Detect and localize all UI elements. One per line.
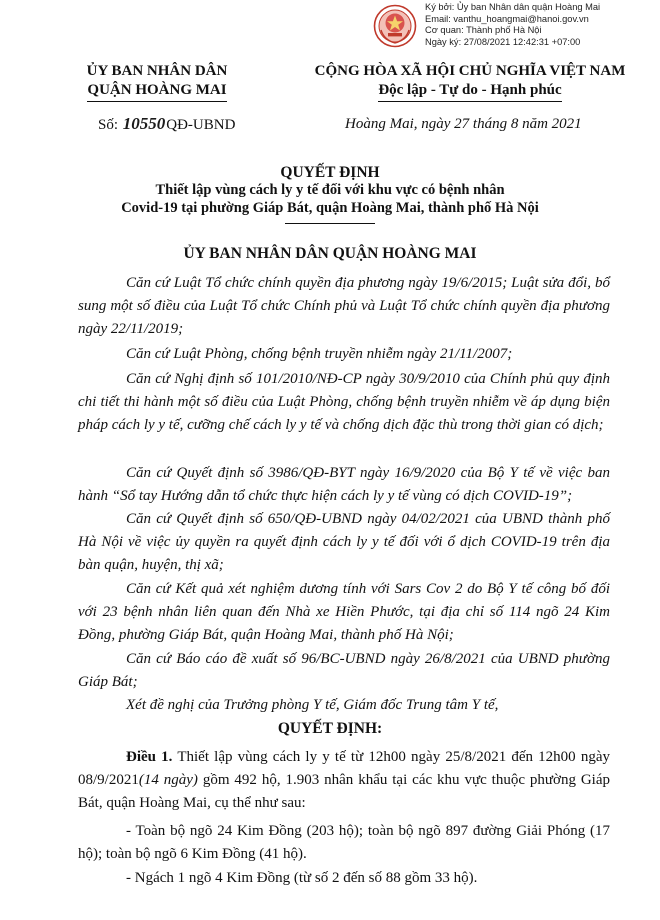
legal-basis-7: Căn cứ Báo cáo đề xuất số 96/BC-UBND ngày 26/8/2021 của UBND phường Giáp Bát; xyxy=(78,651,610,690)
decision-heading: QUYẾT ĐỊNH: xyxy=(277,720,383,737)
number-suffix: QĐ-UBND xyxy=(166,117,236,133)
signature-email: Email: vanthu_hoangmai@hanoi.gov.vn xyxy=(425,13,589,24)
document-number xyxy=(98,114,235,134)
subject-line-2: Covid-19 tại phường Giáp Bát, quận Hoàng Mai, thành phố Hà Nội xyxy=(121,200,539,216)
signature-date: Ngày ký: 27/08/2021 12:42:31 +07:00 xyxy=(425,36,581,47)
digital-signature xyxy=(373,2,653,52)
document-type: QUYẾT ĐỊNH xyxy=(280,164,380,181)
legal-basis-3: Căn cứ Nghị định số 101/2010/NĐ-CP ngày 30/9/2010 của Chính phủ quy định chi tiết thi hành một số điều của Luật Phòng, chống bệnh truyền nhiễm về áp dụng biện pháp cách ly y tế, cưỡng chế cách ly y tế và chống dịch đặc thù trong thời gian có dịch; xyxy=(78,371,610,433)
number-prefix: Số: xyxy=(98,117,119,133)
article-1-text-b: gồm 492 hộ, 1.903 nhân khẩu tại các khu vực thuộc phường Giáp Bát, quận Hoàng Mai, cụ thể như sau: xyxy=(78,772,611,811)
signature-signer: Ký bởi: Ủy ban Nhân dân quận Hoàng Mai xyxy=(425,2,601,12)
proposal: Xét đề nghị của Trưởng phòng Y tế, Giám đốc Trung tâm Y tế, xyxy=(126,697,499,713)
national-motto xyxy=(300,62,640,102)
legal-basis-5: Căn cứ Quyết định số 650/QĐ-UBND ngày 04/02/2021 của UBND thành phố Hà Nội về việc ủy quyền ra quyết định cách ly y tế đối với ổ dịch COVID-19 trên địa bàn quận, huyện, thị xã; xyxy=(78,511,610,573)
issuing-authority xyxy=(62,62,252,102)
article-1-item-2: - Ngách 1 ngõ 4 Kim Đồng (từ số 2 đến số 88 gồm 33 hộ). xyxy=(126,870,478,886)
title-divider xyxy=(285,223,375,224)
authority-heading: ỦY BAN NHÂN DÂN QUẬN HOÀNG MAI xyxy=(183,245,477,262)
motto: Độc lập - Tự do - Hạnh phúc xyxy=(378,81,561,102)
article-1-label: Điều 1. xyxy=(126,749,173,765)
place-and-date: Hoàng Mai, ngày 27 tháng 8 năm 2021 xyxy=(345,116,582,132)
nation-name: CỘNG HÒA XÃ HỘI CHỦ NGHĨA VIỆT NAM xyxy=(314,63,626,79)
article-1 xyxy=(78,746,610,815)
signature-agency: Cơ quan: Thành phố Hà Nội xyxy=(425,25,542,36)
article-1-text-a: Thiết lập vùng cách ly y tế từ 12h00 ngày 25/8/2021 đến 12h00 ngày 08/9/2021 xyxy=(78,749,611,788)
legal-basis-4: Căn cứ Quyết định số 3986/QĐ-BYT ngày 16/9/2020 của Bộ Y tế về việc ban hành “Sổ tay Hướng dẫn tổ chức thực hiện cách ly y tế vùng có dịch COVID-19”; xyxy=(78,465,610,504)
authority-line-1: ỦY BAN NHÂN DÂN xyxy=(86,63,228,79)
authority-line-2: QUẬN HOÀNG MAI xyxy=(87,81,226,102)
subject-line-1: Thiết lập vùng cách ly y tế đối với khu vực có bệnh nhân xyxy=(155,182,505,198)
national-emblem-icon xyxy=(373,4,417,48)
article-1-item-1: - Toàn bộ ngõ 24 Kim Đồng (203 hộ); toàn bộ ngõ 897 đường Giải Phóng (17 hộ); toàn bộ ngõ 6 Kim Đồng (41 hộ). xyxy=(78,823,610,862)
handwritten-number: 10550 xyxy=(122,114,166,133)
article-1-duration: (14 ngày) xyxy=(138,772,198,788)
legal-basis-1: Căn cứ Luật Tổ chức chính quyền địa phương ngày 19/6/2015; Luật sửa đổi, bổ sung một số điều của Luật Tổ chức Chính phủ và Luật Tổ chức chính quyền địa phương ngày 22/11/2019; xyxy=(78,275,610,337)
legal-basis-6: Căn cứ Kết quả xét nghiệm dương tính với Sars Cov 2 do Bộ Y tế công bố đối với 23 bệnh nhân liên quan đến Nhà xe Hiền Phước, tại địa chỉ số 114 ngõ 24 Kim Đồng, phường Giáp Bát, quận Hoàng Mai, thành phố Hà Nội; xyxy=(78,581,610,643)
legal-basis-2: Căn cứ Luật Phòng, chống bệnh truyền nhiễm ngày 21/11/2007; xyxy=(126,346,513,362)
